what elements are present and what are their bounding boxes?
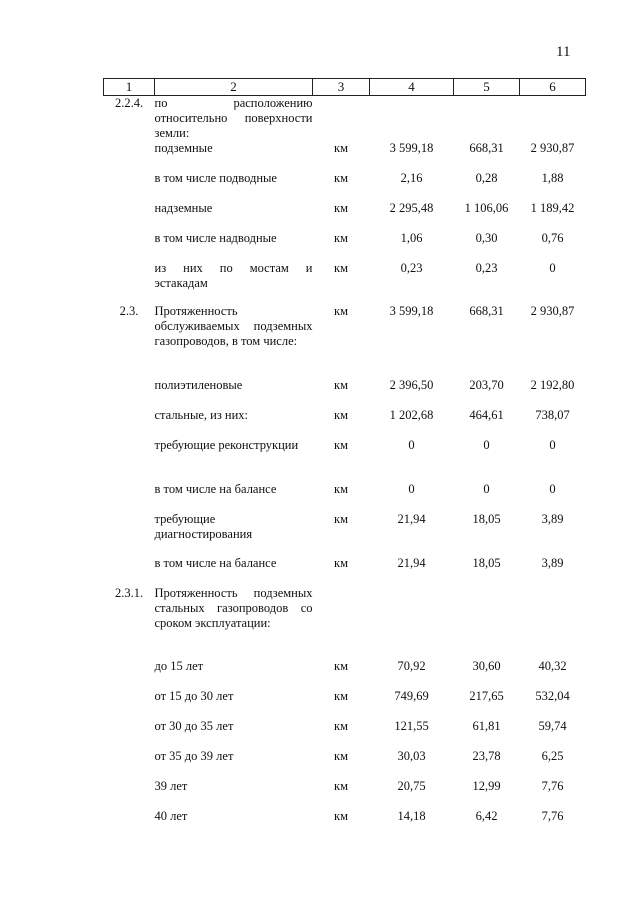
- table-row: [104, 96, 586, 142]
- row-unit: км: [334, 378, 348, 392]
- value-col-4: 749,69: [394, 689, 429, 703]
- page-number: 11: [556, 44, 571, 60]
- row-label: Протяженность подземных стальных газопроводов со сроком эксплуатации:: [154, 586, 313, 630]
- table-row: [104, 171, 586, 201]
- value-col-6: 738,07: [535, 408, 570, 422]
- value-col-6: 59,74: [538, 719, 567, 733]
- row-unit: км: [334, 141, 348, 155]
- row-number: 2.2.4.: [114, 96, 144, 110]
- value-col-5: 668,31: [469, 141, 504, 155]
- column-header-6: 6: [520, 79, 586, 96]
- value-col-6: 3,89: [541, 512, 564, 526]
- value-col-5: 0: [483, 438, 490, 452]
- value-col-6: 0: [549, 261, 556, 275]
- row-number: 2.3.: [119, 304, 139, 318]
- row-unit: км: [334, 438, 348, 452]
- row-number: 2.3.1.: [114, 586, 144, 600]
- column-header-4: 4: [370, 79, 454, 96]
- value-col-5: 668,31: [469, 304, 504, 318]
- row-number: [104, 659, 155, 689]
- row-label: 40 лет: [154, 809, 188, 823]
- value-col-4: 3 599,18: [389, 141, 434, 155]
- table-row: [104, 586, 586, 659]
- value-col-6: 40,32: [538, 659, 567, 673]
- row-number: [104, 141, 155, 171]
- table-row: [104, 809, 586, 839]
- value-col-5: 0,28: [475, 171, 498, 185]
- value-col-5: 464,61: [469, 408, 504, 422]
- value-col-6: 1,88: [541, 171, 564, 185]
- row-label: до 15 лет: [154, 659, 204, 673]
- row-number: [104, 779, 155, 809]
- value-col-5: 0,30: [475, 231, 498, 245]
- row-label: полиэтиленовые: [154, 378, 243, 392]
- value-col-6: 2 192,80: [530, 378, 575, 392]
- table-row: [104, 719, 586, 749]
- value-col-4: 30,03: [397, 749, 426, 763]
- table-row: [104, 231, 586, 261]
- row-label: от 15 до 30 лет: [154, 689, 234, 703]
- value-col-5: 6,42: [475, 809, 498, 823]
- value-col-6: 2 930,87: [530, 141, 575, 155]
- table-row: [104, 779, 586, 809]
- value-col-5: 23,78: [472, 749, 501, 763]
- row-unit: км: [334, 304, 348, 318]
- row-label: Протяженность обслуживаемых подземных газопроводов, в том числе:: [154, 304, 313, 348]
- row-label: надземные: [154, 201, 213, 215]
- value-col-4: 2,16: [400, 171, 423, 185]
- value-col-6: 7,76: [541, 779, 564, 793]
- row-number: [104, 482, 155, 512]
- table-row: [104, 482, 586, 512]
- row-number: [104, 408, 155, 438]
- table-row: [104, 141, 586, 171]
- value-col-6: [520, 96, 586, 142]
- value-col-5: 12,99: [472, 779, 501, 793]
- row-unit: км: [334, 749, 348, 763]
- row-unit: км: [334, 512, 348, 526]
- value-col-5: 18,05: [472, 512, 501, 526]
- value-col-4: 2 295,48: [389, 201, 434, 215]
- row-unit: км: [334, 482, 348, 496]
- row-unit: км: [334, 171, 348, 185]
- row-number: [104, 171, 155, 201]
- value-col-6: [520, 586, 586, 659]
- row-unit: [313, 96, 370, 142]
- row-unit: [313, 586, 370, 659]
- value-col-6: 3,89: [541, 556, 564, 570]
- column-header-3: 3: [313, 79, 370, 96]
- table-row: [104, 201, 586, 231]
- value-col-4: 20,75: [397, 779, 426, 793]
- row-number: [104, 689, 155, 719]
- value-col-6: 1 189,42: [530, 201, 575, 215]
- value-col-4: 2 396,50: [389, 378, 434, 392]
- row-unit: км: [334, 719, 348, 733]
- value-col-4: 1 202,68: [389, 408, 434, 422]
- row-number: [104, 201, 155, 231]
- row-number: [104, 809, 155, 839]
- row-label: по расположению относительно поверхности земли:: [154, 96, 313, 140]
- row-unit: км: [334, 261, 348, 275]
- row-label: в том числе на балансе: [154, 556, 277, 570]
- table-row: [104, 512, 586, 556]
- row-unit: км: [334, 231, 348, 245]
- value-col-5: [454, 586, 520, 659]
- value-col-4: 3 599,18: [389, 304, 434, 318]
- value-col-6: 0: [549, 482, 556, 496]
- table-row: [104, 659, 586, 689]
- row-number: [104, 512, 155, 556]
- value-col-4: [370, 96, 454, 142]
- value-col-6: 0: [549, 438, 556, 452]
- value-col-4: 121,55: [394, 719, 429, 733]
- row-label: требующие реконструкции: [154, 438, 299, 452]
- table-row: [104, 689, 586, 719]
- table-row: [104, 438, 586, 482]
- row-label: в том числе подводные: [154, 171, 277, 185]
- value-col-6: 532,04: [535, 689, 570, 703]
- row-number: [104, 231, 155, 261]
- value-col-6: 6,25: [541, 749, 564, 763]
- row-label: 39 лет: [154, 779, 188, 793]
- value-col-5: 18,05: [472, 556, 501, 570]
- row-label: от 35 до 39 лет: [154, 749, 234, 763]
- value-col-5: 30,60: [472, 659, 501, 673]
- value-col-5: 0: [483, 482, 490, 496]
- column-header-2: 2: [155, 79, 313, 96]
- table-row: [104, 749, 586, 779]
- header-row: [104, 79, 586, 96]
- row-number: [104, 749, 155, 779]
- row-label: от 30 до 35 лет: [154, 719, 234, 733]
- row-number: [104, 556, 155, 586]
- table-row: [104, 378, 586, 408]
- row-unit: км: [334, 779, 348, 793]
- value-col-4: 14,18: [397, 809, 426, 823]
- row-number: [104, 719, 155, 749]
- row-label: в том числе на балансе: [154, 482, 277, 496]
- row-label: подземные: [154, 141, 213, 155]
- row-unit: км: [334, 809, 348, 823]
- table-row: [104, 556, 586, 586]
- value-col-5: 0,23: [475, 261, 498, 275]
- value-col-4: 1,06: [400, 231, 423, 245]
- table-row: [104, 261, 586, 304]
- value-col-6: 0,76: [541, 231, 564, 245]
- value-col-4: [370, 586, 454, 659]
- value-col-5: 203,70: [469, 378, 504, 392]
- table-row: [104, 304, 586, 378]
- column-header-1: 1: [104, 79, 155, 96]
- row-unit: км: [334, 201, 348, 215]
- value-col-4: 21,94: [397, 512, 426, 526]
- row-unit: км: [334, 408, 348, 422]
- table-row: [104, 408, 586, 438]
- value-col-4: 0,23: [400, 261, 423, 275]
- value-col-4: 21,94: [397, 556, 426, 570]
- data-table: [103, 78, 586, 839]
- row-unit: км: [334, 689, 348, 703]
- value-col-4: 0: [408, 482, 415, 496]
- value-col-5: 61,81: [472, 719, 501, 733]
- row-number: [104, 261, 155, 304]
- value-col-5: 217,65: [469, 689, 504, 703]
- row-unit: км: [334, 556, 348, 570]
- row-number: [104, 438, 155, 482]
- row-unit: км: [334, 659, 348, 673]
- value-col-4: 0: [408, 438, 415, 452]
- row-label: требующие диагностирования: [154, 512, 253, 541]
- value-col-6: 2 930,87: [530, 304, 575, 318]
- row-number: [104, 378, 155, 408]
- column-header-5: 5: [454, 79, 520, 96]
- value-col-4: 70,92: [397, 659, 426, 673]
- row-label: стальные, из них:: [154, 408, 248, 422]
- table-body: [104, 96, 586, 840]
- row-label: из них по мостам и эстакадам: [154, 261, 313, 290]
- value-col-5: [454, 96, 520, 142]
- row-label: в том числе надводные: [154, 231, 277, 245]
- value-col-6: 7,76: [541, 809, 564, 823]
- value-col-5: 1 106,06: [464, 201, 509, 215]
